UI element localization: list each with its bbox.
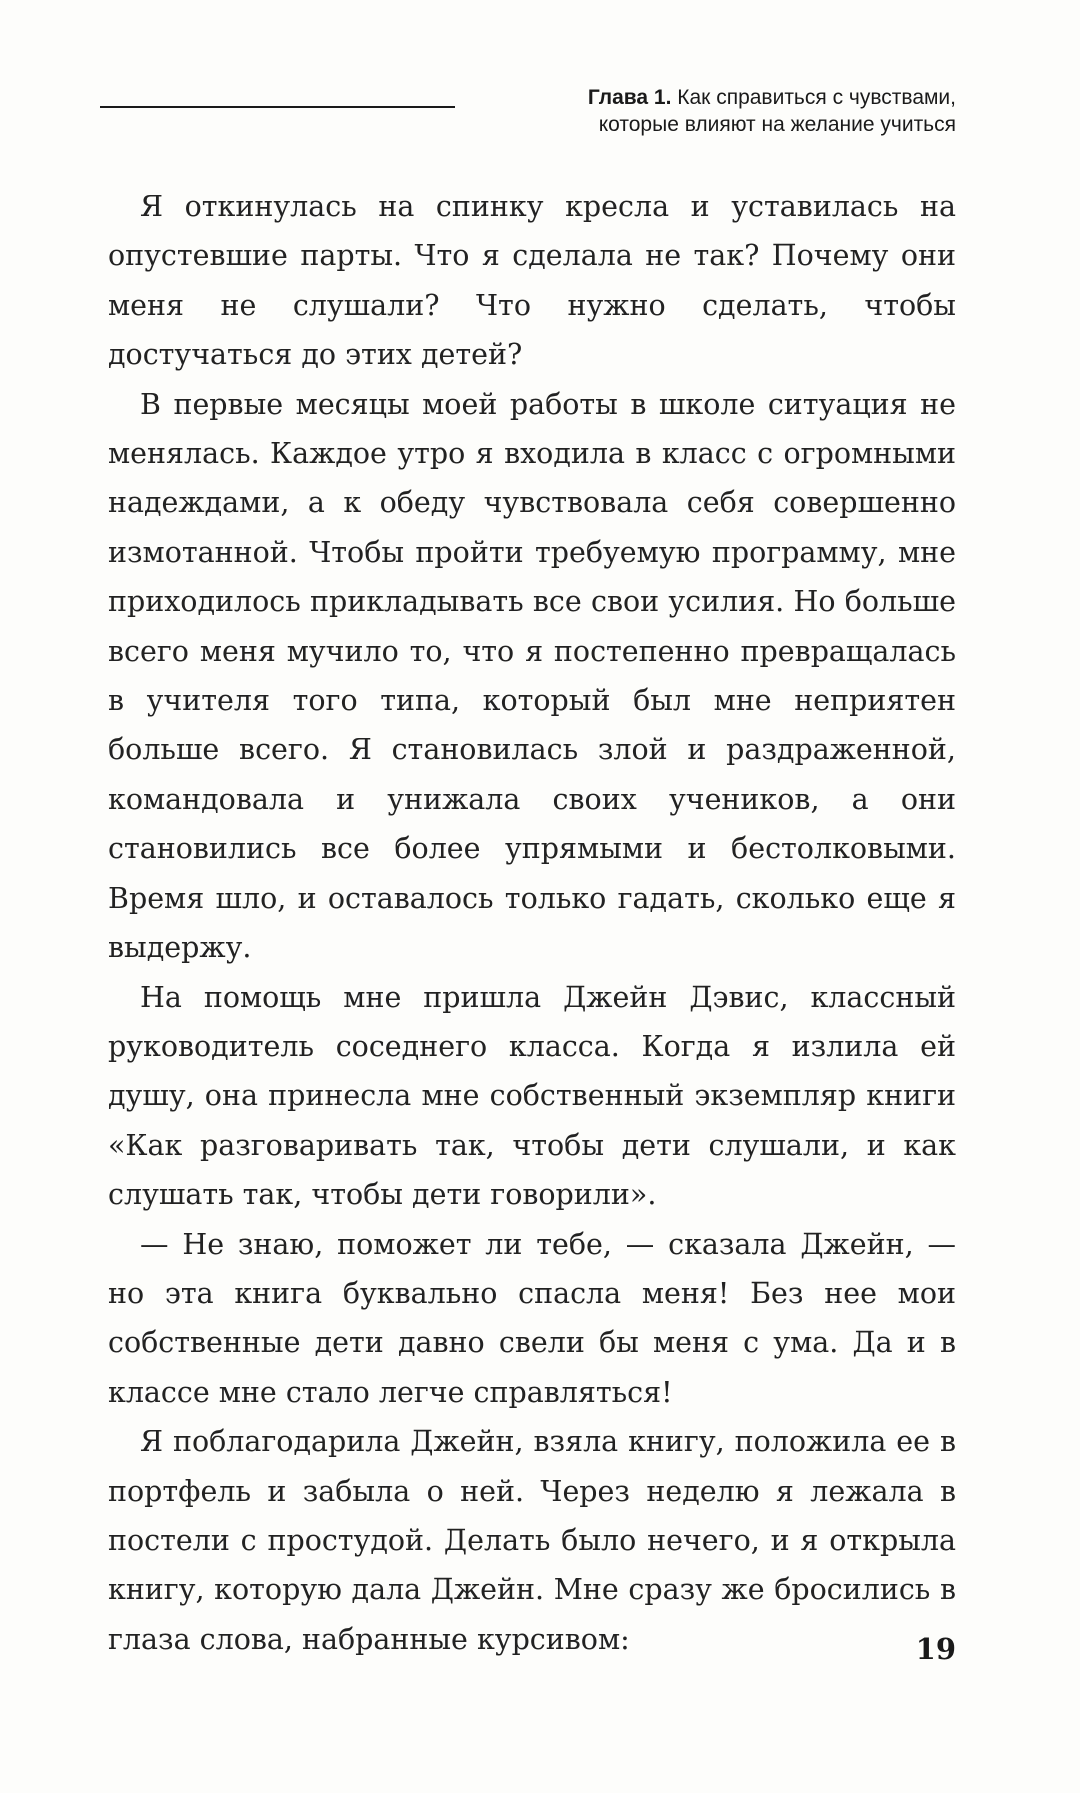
paragraph: Я поблагодарила Джейн, взяла книгу, положила ее в портфель и забыла о ней. Через неделю я лежала в постели с простудой. Делать было нечего, и я открыла книгу, которую дала Джейн. Мне сразу же бросились в глаза слова, набранные курсивом: <box>108 1425 956 1656</box>
paragraph: В первые месяцы моей работы в школе ситуация не менялась. Каждое утро я входила в класс с огромными надеждами, а к обеду чувствовала себя совершенно измотанной. Чтобы пройти требуемую программу, мне приходилось прикладывать все свои усилия. Но больше всего меня мучило то, что я постепенно превращалась в учителя того типа, который был мне неприятен больше всего. Я становилась злой и раздраженной, командовала и унижала своих учеников, а они становились все более упрямыми и бестолковыми. Время шло, и оставалось только гадать, сколько еще я выдержу. <box>108 387 956 965</box>
running-head <box>100 84 956 144</box>
header-rule <box>100 106 455 108</box>
chapter-title <box>588 84 956 138</box>
body-text <box>108 182 956 1664</box>
paragraph: Я откинулась на спинку кресла и уставилась на опустевшие парты. Что я сделала не так? Почему они меня не слушали? Что нужно сделать, чтобы достучаться до этих детей? <box>108 190 956 372</box>
page-number: 19 <box>915 1632 956 1666</box>
chapter-label: Глава 1. <box>587 86 672 109</box>
paragraph: — Не знаю, поможет ли тебе, — сказала Джейн, — но эта книга буквально спасла меня! Без нее мои собственные дети давно свели бы меня с ума. Да и в классе мне стало легче справляться! <box>108 1227 956 1409</box>
chapter-title-line2: которые влияют на желание учиться <box>598 113 956 136</box>
paragraph: На помощь мне пришла Джейн Дэвис, классный руководитель соседнего класса. Когда я излила ей душу, она принесла мне собственный экземпляр книги «Как разговаривать так, чтобы дети слушали, и как слушать так, чтобы дети говорили». <box>108 980 956 1212</box>
chapter-title-line1: Как справиться с чувствами, <box>677 86 956 109</box>
